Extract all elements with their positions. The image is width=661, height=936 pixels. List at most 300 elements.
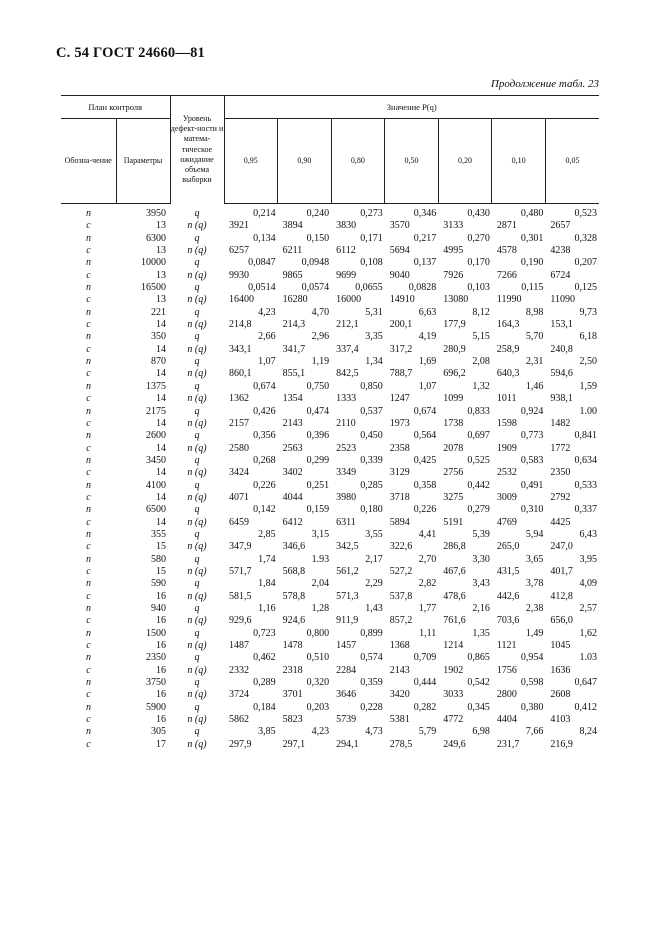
designation-cell (61, 591, 116, 603)
value-cell: 2318 (282, 664, 303, 676)
value-cell: 6412 (282, 516, 303, 528)
nq-label: n (q) (187, 738, 207, 750)
value-cell: 286,8 (443, 541, 466, 553)
level-cell (170, 270, 224, 282)
value-cell: 2,08 (472, 356, 490, 368)
value-cell: 0,337 (574, 504, 597, 516)
table-row (61, 443, 599, 455)
level-cell (170, 652, 224, 664)
table-row (61, 726, 599, 738)
nq-label: n (q) (187, 442, 207, 454)
value-cell: 0,583 (520, 454, 544, 466)
value-cell: 640,3 (496, 368, 520, 380)
p-column-header: 0,50 (385, 119, 439, 204)
value-cell: 1011 (496, 393, 517, 405)
value-cell: 0,356 (253, 430, 276, 442)
designation-cell (61, 368, 116, 380)
value-cell: 1772 (550, 442, 571, 454)
parameter-cell: 15 (156, 565, 166, 577)
value-cell: 3133 (443, 220, 464, 232)
q-label: q (194, 701, 200, 713)
value-cell: 1.03 (579, 652, 597, 664)
value-cell: 2110 (336, 417, 356, 429)
oc-table (61, 95, 599, 751)
p-column-header: 0,90 (278, 119, 332, 204)
level-cell (170, 517, 224, 529)
value-cell: 2580 (229, 442, 249, 454)
value-cell: 0,0828 (408, 282, 437, 294)
value-cell: 1482 (550, 417, 571, 429)
value-cell: 1909 (496, 442, 517, 454)
table-row (61, 677, 599, 689)
level-cell (170, 628, 224, 640)
value-cell: 1,59 (579, 380, 597, 392)
value-cell: 0,226 (253, 479, 276, 491)
table-row (61, 640, 599, 652)
value-cell: 857,2 (389, 615, 413, 627)
parameter-cell: 6300 (146, 232, 166, 244)
value-cell: 2756 (443, 467, 464, 479)
parameter-cell: 5900 (146, 701, 166, 713)
value-cell: 3424 (229, 467, 249, 479)
value-cell: 0,841 (574, 430, 597, 442)
level-cell (170, 430, 224, 442)
value-cell: 9,73 (579, 306, 597, 318)
value-cell: 2,29 (365, 578, 383, 590)
value-cell: 2,31 (525, 356, 544, 368)
value-cell: 1099 (443, 393, 464, 405)
q-label: q (194, 479, 200, 491)
level-cell (170, 702, 224, 714)
value-cell: 0,510 (306, 652, 330, 664)
parameter-cell: 13 (156, 269, 166, 281)
q-label: q (194, 380, 200, 392)
value-cell: 6,63 (418, 306, 437, 318)
value-cell: 6311 (336, 516, 356, 528)
value-cell: 7,66 (525, 726, 544, 738)
value-cell: 4995 (443, 245, 464, 257)
value-cell: 249,6 (443, 738, 466, 750)
value-cell: 11090 (550, 294, 576, 306)
designation-cell (61, 418, 116, 430)
nq-label: n (q) (187, 319, 207, 331)
designation-cell (61, 529, 116, 541)
value-cell: 4,73 (365, 726, 383, 738)
value-cell: 14910 (389, 294, 415, 306)
parameter-cell: 3950 (146, 208, 166, 219)
value-cell: 0,228 (360, 701, 383, 713)
value-cell: 0,320 (306, 677, 330, 689)
value-cell: 1121 (496, 640, 517, 652)
designation-symbol: c (86, 269, 91, 281)
level-cell (170, 554, 224, 566)
q-label: q (194, 528, 200, 540)
value-cell: 1,46 (525, 380, 544, 392)
value-cell: 0,430 (467, 208, 490, 219)
value-cell: 1598 (496, 417, 517, 429)
value-cell: 1478 (282, 640, 303, 652)
value-cell: 0,0574 (301, 282, 330, 294)
level-cell (170, 356, 224, 368)
value-cell: 0,358 (413, 479, 437, 491)
designation-symbol: n (86, 652, 91, 664)
value-cell: 0,159 (306, 504, 330, 516)
parameter-cell: 16 (156, 714, 166, 726)
value-cell: 3129 (389, 467, 410, 479)
level-cell (170, 726, 224, 738)
value-cell: 5,79 (418, 726, 437, 738)
value-cell: 0,574 (360, 652, 383, 664)
value-cell: 11990 (496, 294, 522, 306)
parameter-cell: 221 (151, 306, 166, 318)
value-cell: 3,35 (365, 331, 383, 343)
value-cell: 347,9 (229, 541, 252, 553)
value-cell: 4404 (496, 714, 517, 726)
designation-symbol: n (86, 677, 91, 689)
table-row (61, 220, 599, 232)
designation-symbol: n (86, 726, 91, 738)
value-cell: 2871 (496, 220, 517, 232)
value-cell: 0,301 (520, 232, 544, 244)
parameter-cell: 1500 (146, 627, 166, 639)
nq-label: n (q) (187, 541, 207, 553)
table-row (61, 282, 599, 294)
designation-cell (61, 245, 116, 257)
parameter-cell: 16 (156, 664, 166, 676)
value-cell: 2,82 (418, 578, 437, 590)
value-cell: 0,273 (360, 208, 383, 219)
designation-symbol: c (86, 516, 91, 528)
designation-cell (61, 517, 116, 529)
value-cell: 6,98 (472, 726, 490, 738)
value-cell: 6112 (336, 245, 356, 257)
value-cell: 6,18 (579, 331, 597, 343)
q-label: q (194, 430, 200, 442)
value-cell: 2792 (550, 491, 571, 503)
value-cell: 0,170 (467, 257, 490, 269)
value-cell: 297,1 (282, 738, 306, 750)
designation-cell (61, 381, 116, 393)
value-cell: 3,95 (579, 553, 597, 565)
value-cell: 0,412 (574, 701, 597, 713)
value-cell: 2,50 (579, 356, 597, 368)
value-cell: 2358 (389, 442, 410, 454)
designation-symbol: n (86, 356, 91, 368)
table-row (61, 529, 599, 541)
designation-symbol: c (86, 368, 91, 380)
p-column-header: 0,80 (331, 119, 385, 204)
value-cell: 1756 (496, 664, 517, 676)
value-cell: 1457 (336, 640, 357, 652)
value-cell: 1,62 (579, 627, 597, 639)
p-column-header: 0,20 (438, 119, 492, 204)
value-cell: 5,94 (525, 528, 544, 540)
table-row (61, 665, 599, 677)
designation-cell (61, 406, 116, 418)
value-cell: 8,98 (525, 306, 544, 318)
parameter-cell: 870 (151, 356, 166, 368)
table-row (61, 257, 599, 269)
designation-cell (61, 726, 116, 738)
value-cell: 164,3 (496, 319, 520, 331)
value-cell: 0,184 (253, 701, 276, 713)
value-cell: 0,899 (360, 627, 383, 639)
level-cell (170, 344, 224, 356)
value-cell: 4578 (496, 245, 517, 257)
table-row (61, 331, 599, 343)
value-cell: 2,66 (258, 331, 276, 343)
value-cell: 294,1 (336, 738, 359, 750)
value-cell: 860,1 (229, 368, 252, 380)
value-cell: 1,28 (311, 603, 330, 614)
value-cell: 9930 (229, 269, 249, 281)
value-cell: 0,289 (253, 677, 276, 689)
q-label: q (194, 282, 200, 294)
designation-symbol: n (86, 553, 91, 565)
value-cell: 1636 (550, 664, 571, 676)
parameter-cell: 350 (151, 331, 166, 343)
value-cell: 322,6 (389, 541, 413, 553)
value-cell: 1,19 (311, 356, 330, 368)
value-cell: 3033 (443, 689, 464, 701)
parameter-cell: 13 (156, 294, 166, 306)
table-row (61, 406, 599, 418)
value-cell: 0,0948 (301, 257, 330, 269)
designation-symbol: c (86, 664, 91, 676)
value-cell: 2563 (282, 442, 303, 454)
designation-cell (61, 615, 116, 627)
parameter-cell: 14 (156, 467, 166, 479)
designation-cell (61, 443, 116, 455)
value-cell: 0,251 (306, 479, 330, 491)
designation-cell (61, 714, 116, 726)
value-cell: 5,39 (472, 528, 490, 540)
value-cell: 594,6 (550, 368, 573, 380)
value-cell: 258,9 (496, 343, 520, 355)
value-cell: 0,647 (574, 677, 597, 689)
value-cell: 467,6 (443, 565, 466, 577)
value-cell: 0,134 (253, 232, 276, 244)
value-cell: 3570 (389, 220, 410, 232)
nq-label: n (q) (187, 640, 207, 652)
table-row (61, 541, 599, 553)
parameter-cell: 940 (151, 603, 166, 614)
level-cell (170, 204, 224, 221)
nq-label: n (q) (187, 245, 207, 257)
value-cell: 0,328 (574, 232, 597, 244)
designation-cell (61, 677, 116, 689)
value-cell: 0,773 (520, 430, 544, 442)
value-cell: 0,723 (253, 627, 276, 639)
designation-symbol: c (86, 294, 91, 306)
table-row (61, 393, 599, 405)
value-cell: 2078 (443, 442, 464, 454)
parameter-cell: 15 (156, 541, 166, 553)
designation-symbol: n (86, 430, 91, 442)
value-cell: 0,214 (253, 208, 276, 219)
value-cell: 1,84 (258, 578, 276, 590)
level-cell (170, 689, 224, 701)
value-cell: 0,217 (413, 232, 437, 244)
designation-cell (61, 578, 116, 590)
value-cell: 0,359 (360, 677, 383, 689)
value-cell: 0,697 (467, 430, 490, 442)
value-cell: 788,7 (389, 368, 413, 380)
designation-cell (61, 393, 116, 405)
value-cell: 4,41 (418, 528, 437, 540)
level-cell (170, 591, 224, 603)
level-cell (170, 220, 224, 232)
designation-cell (61, 220, 116, 232)
level-cell (170, 418, 224, 430)
value-cell: 4,23 (311, 726, 330, 738)
q-label: q (194, 207, 200, 219)
value-cell: 341,7 (282, 343, 306, 355)
value-cell: 0,462 (253, 652, 276, 664)
value-cell: 0,171 (360, 232, 383, 244)
nq-label: n (q) (187, 615, 207, 627)
value-cell: 0,226 (413, 504, 437, 516)
value-cell: 4425 (550, 516, 571, 528)
value-cell: 2,57 (579, 603, 597, 614)
value-cell: 2157 (229, 417, 249, 429)
value-cell: 0,279 (467, 504, 490, 516)
table-row (61, 702, 599, 714)
designation-cell (61, 270, 116, 282)
parameter-cell: 16 (156, 615, 166, 627)
designation-symbol: c (86, 640, 91, 652)
value-cell: 4044 (282, 491, 303, 503)
parameter-cell: 2600 (146, 430, 166, 442)
value-cell: 761,6 (443, 615, 466, 627)
value-cell: 278,5 (389, 738, 413, 750)
value-cell: 1,11 (419, 627, 437, 639)
value-cell: 938,1 (550, 393, 573, 405)
level-cell (170, 566, 224, 578)
value-cell: 4,23 (258, 306, 276, 318)
table-row (61, 430, 599, 442)
table-row (61, 344, 599, 356)
table-row (61, 245, 599, 257)
designation-symbol: c (86, 467, 91, 479)
value-cell: 0,800 (306, 627, 330, 639)
table-row (61, 689, 599, 701)
level-cell (170, 665, 224, 677)
value-cell: 231,7 (496, 738, 520, 750)
value-cell: 0,442 (467, 479, 490, 491)
designation-cell (61, 652, 116, 664)
value-cell: 3,55 (365, 528, 383, 540)
value-cell: 6211 (282, 245, 303, 257)
page-header: С. 54 ГОСТ 24660—81 (56, 45, 205, 61)
value-cell: 0,285 (360, 479, 383, 491)
designation-cell (61, 689, 116, 701)
designation-cell (61, 331, 116, 343)
q-label: q (194, 306, 200, 318)
value-cell: 3009 (496, 491, 517, 503)
parameter-cell: 14 (156, 516, 166, 528)
designation-symbol: n (86, 701, 91, 713)
value-cell: 1.93 (311, 553, 330, 565)
value-cell: 3275 (443, 491, 464, 503)
value-cell: 4071 (229, 491, 249, 503)
value-cell: 1,77 (418, 603, 437, 614)
table-row (61, 381, 599, 393)
value-cell: 442,6 (496, 590, 520, 602)
value-cell: 5823 (282, 714, 303, 726)
level-cell (170, 615, 224, 627)
q-label: q (194, 356, 200, 368)
table-row (61, 204, 599, 221)
designation-cell (61, 282, 116, 294)
value-cell: 2332 (229, 664, 249, 676)
value-cell: 16000 (336, 294, 362, 306)
parameter-cell: 4100 (146, 479, 166, 491)
value-cell: 4772 (443, 714, 464, 726)
designation-symbol: c (86, 738, 91, 750)
designation-cell (61, 504, 116, 516)
level-cell (170, 406, 224, 418)
value-cell: 0,299 (306, 454, 330, 466)
value-cell: 1247 (389, 393, 410, 405)
designation-symbol: c (86, 245, 91, 257)
value-cell: 1045 (550, 640, 571, 652)
value-cell: 2284 (336, 664, 357, 676)
parameter-cell: 355 (151, 528, 166, 540)
designation-symbol: n (86, 578, 91, 590)
value-cell: 537,8 (389, 590, 413, 602)
parameter-cell: 13 (156, 220, 166, 232)
value-cell: 478,6 (443, 590, 466, 602)
designation-symbol: n (86, 603, 91, 614)
table-row (61, 615, 599, 627)
q-label: q (194, 627, 200, 639)
table-row (61, 603, 599, 615)
parameters-header: Параметры (116, 119, 170, 204)
value-cell: 0,709 (413, 652, 437, 664)
designation-cell (61, 566, 116, 578)
parameter-cell: 3450 (146, 454, 166, 466)
parameter-cell: 14 (156, 393, 166, 405)
table-row (61, 467, 599, 479)
table-row (61, 319, 599, 331)
table-row (61, 628, 599, 640)
parameter-cell: 2175 (146, 405, 166, 417)
level-cell (170, 504, 224, 516)
designation-symbol: n (86, 331, 91, 343)
level-cell (170, 492, 224, 504)
table-row (61, 714, 599, 726)
value-cell: 0,750 (306, 380, 330, 392)
value-cell: 703,6 (496, 615, 520, 627)
level-cell (170, 603, 224, 615)
value-cell: 9865 (282, 269, 303, 281)
designation-cell (61, 467, 116, 479)
value-cell: 16280 (282, 294, 308, 306)
value-cell: 346,6 (282, 541, 306, 553)
value-cell: 3,30 (472, 553, 490, 565)
value-cell: 0,115 (521, 282, 544, 294)
value-cell: 0,426 (253, 405, 276, 417)
value-cell: 0,425 (413, 454, 437, 466)
value-cell: 3402 (282, 467, 303, 479)
value-cell: 1973 (389, 417, 410, 429)
parameter-cell: 590 (151, 578, 166, 590)
parameter-cell: 2350 (146, 652, 166, 664)
nq-label: n (q) (187, 491, 207, 503)
q-label: q (194, 504, 200, 516)
value-cell: 0,954 (520, 652, 544, 664)
